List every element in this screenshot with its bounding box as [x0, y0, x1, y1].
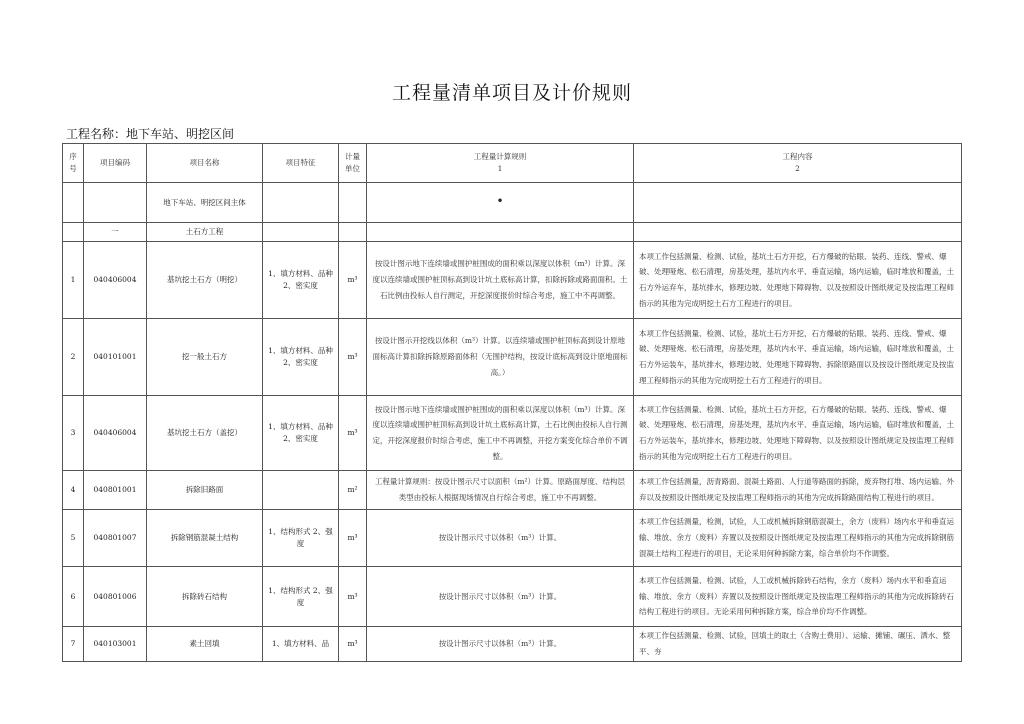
row-seq: 4	[63, 471, 84, 510]
row-feature: 1、填方材料、品	[263, 627, 339, 662]
row-code: 040101001	[84, 319, 147, 396]
row-content: 本项工作包括测量，沥青路面、混凝土路面、人行道等路面的拆除，废弃物打堆、场内运输、外弃以及按照设计图纸规定及按监理工程师指示的其他为完成拆除路面结构工程进行的项目。	[634, 471, 962, 510]
group-row	[63, 223, 962, 242]
group-name: 土石方工程	[147, 223, 263, 242]
content-header-number: 2	[795, 164, 800, 173]
row-unit: m³	[339, 396, 367, 471]
section-mark: •	[367, 183, 634, 223]
header-row	[63, 144, 962, 183]
row-code: 040801007	[84, 510, 147, 567]
bill-of-quantities-table	[62, 143, 962, 662]
table-row	[63, 319, 962, 396]
row-feature	[263, 471, 339, 510]
row-seq: 7	[63, 627, 84, 662]
col-rule-header	[367, 144, 634, 183]
row-name: 拆除砖石结构	[147, 567, 263, 627]
table-row	[63, 471, 962, 510]
table-row	[63, 242, 962, 319]
row-unit: m³	[339, 242, 367, 319]
row-content: 本项工作包括测量、检测、试验，基坑土石方开挖，石方爆破的钻眼、装药、连线、警戒、爆破、处理哑炮、松石清理，房基处理，基坑内水平、垂直运输，场内运输，临时堆放和覆盖，土石方外运装车，基坑排水，修理边坡、处理地下障碍物、拆除原路面以及按设计图纸规定及按监理工程师指示的其他为完成明挖土石方工程进行的项目。	[634, 319, 962, 396]
row-feature: 1、填方材料、品种 2、密实度	[263, 242, 339, 319]
row-rule: 按设计图示尺寸以体积（m³）计算。	[367, 567, 634, 627]
row-code: 040406004	[84, 396, 147, 471]
row-seq: 2	[63, 319, 84, 396]
row-code: 040801001	[84, 471, 147, 510]
row-unit: m²	[339, 471, 367, 510]
row-seq: 3	[63, 396, 84, 471]
table-row	[63, 567, 962, 627]
page-title: 工程量清单项目及计价规则	[391, 82, 632, 104]
row-unit: m³	[339, 510, 367, 567]
rule-header-number: 1	[497, 164, 503, 173]
rule-header-label: 工程量计算规则	[473, 152, 527, 161]
row-rule: 按设计图示尺寸以体积（m³）计算。	[367, 627, 634, 662]
col-unit-header: 计量单位	[339, 144, 367, 183]
row-content: 本项工作包括测量、检测、试验，基坑土石方开挖，石方爆破的钻眼、装药、连线、警戒、爆破、处理哑炮、松石清理，房基处理，基坑内水平、垂直运输，场内运输，临时堆放和覆盖，土石方外运装车，基坑排水，修理边坡、处理地下障碍物、以及按照设计图纸规定及按监理工程师指示的其他为完成明挖土石方工程进行的项目。	[634, 396, 962, 471]
project-name: 工程名称：地下车站、明挖区间	[66, 127, 235, 141]
row-name: 挖一般土石方	[147, 319, 263, 396]
table-row	[63, 510, 962, 567]
row-name: 拆除旧路面	[147, 471, 263, 510]
row-rule: 工程量计算规则：按设计图示尺寸以面积（m²）计算。原路面厚度、结构层类型由投标人根据现场情况自行综合考虑，施工中不再调整。	[367, 471, 634, 510]
row-code: 040406004	[84, 242, 147, 319]
table-row	[63, 396, 962, 471]
group-seq: 一	[84, 223, 147, 242]
row-code: 040103001	[84, 627, 147, 662]
section-row	[63, 183, 962, 223]
col-feature-header: 项目特征	[263, 144, 339, 183]
row-rule: 按设计图示地下连续墙或围护桩围成的面积乘以深度以体积（m³）计算。深度以连续墙或围护桩顶标高到设计坑土底标高计算，扣除拆除或路面面积。土石比例由投标人自行测定，开挖深度报价时综合考虑，施工中不再调整。	[367, 242, 634, 319]
row-unit: m³	[339, 627, 367, 662]
row-feature: 1、填方材料、品种 2、密实度	[263, 319, 339, 396]
col-code-header: 项目编码	[84, 144, 147, 183]
row-seq: 1	[63, 242, 84, 319]
row-name: 基坑挖土石方（明挖）	[147, 242, 263, 319]
col-content-header	[634, 144, 962, 183]
row-rule: 按设计图示地下连续墙或围护桩围成的面积乘以深度以体积（m³）计算。深度以连续墙或围护桩顶标高到设计坑土底标高计算，土石比例由投标人自行测定，开挖深度报价时综合考虑，施工中不再调整，开挖方案变化综合单价不调整。	[367, 396, 634, 471]
row-content: 本项工作包括测量，检测，试验，人工或机械拆除钢筋混凝土，余方（废料）场内水平和垂直运输、堆放、余方（废料）弃置以及按照设计图纸规定及按监理工程师指示的其他为完成拆除钢筋混凝土结构工程进行的项目，无论采用何种拆除方案，综合单价均不作调整。	[634, 510, 962, 567]
row-seq: 6	[63, 567, 84, 627]
col-seq-header: 序号	[63, 144, 84, 183]
content-header-label: 工程内容	[782, 152, 813, 161]
row-content: 本项工作包括测量、检测、试验，回填土的取土（含购土费用）、运输、摊铺、碾压、洒水、整平、夯	[634, 627, 962, 662]
row-unit: m³	[339, 567, 367, 627]
row-content: 本项工作包括测量、检测、试验，人工或机械拆除砖石结构，余方（废料）场内水平和垂直运输、堆放、余方（废料）弃置以及按照设计图纸规定及按监理工程师指示的其他为完成拆除砖石结构工程进行的项目。无论采用何种拆除方案，综合单价均不作调整。	[634, 567, 962, 627]
row-name: 基坑挖土石方（盖挖）	[147, 396, 263, 471]
row-rule: 按设计图示开挖线以体积（m³）计算。以连续墙或围护桩顶标高到设计原地面标高计算扣除拆除原路面体积（无围护结构，按设计底标高到设计原地面标高。）	[367, 319, 634, 396]
table-row	[63, 627, 962, 662]
row-content: 本项工作包括测量、检测、试验，基坑土石方开挖，石方爆破的钻眼、装药、连线、警戒、爆破、处理哑炮、松石清理，房基处理，基坑内水平、垂直运输，场内运输，临时堆放和覆盖，土石方外运弃车，基坑排水，修理边坡、处理地下障碍物、以及按照设计图纸规定及按监理工程师指示的其他为完成明挖土石方工程进行的项目。	[634, 242, 962, 319]
section-name: 地下车站、明挖区间主体	[147, 183, 263, 223]
row-seq: 5	[63, 510, 84, 567]
row-code: 040801006	[84, 567, 147, 627]
row-feature: 1、结构形式 2、强度	[263, 510, 339, 567]
row-feature: 1、结构形式 2、强度	[263, 567, 339, 627]
row-unit: m³	[339, 319, 367, 396]
row-feature: 1、填方材料、品种 2、密实度	[263, 396, 339, 471]
row-name: 拆除钢筋混凝土结构	[147, 510, 263, 567]
row-name: 素土回填	[147, 627, 263, 662]
row-rule: 按设计图示尺寸以体积（m³）计算。	[367, 510, 634, 567]
col-name-header: 项目名称	[147, 144, 263, 183]
